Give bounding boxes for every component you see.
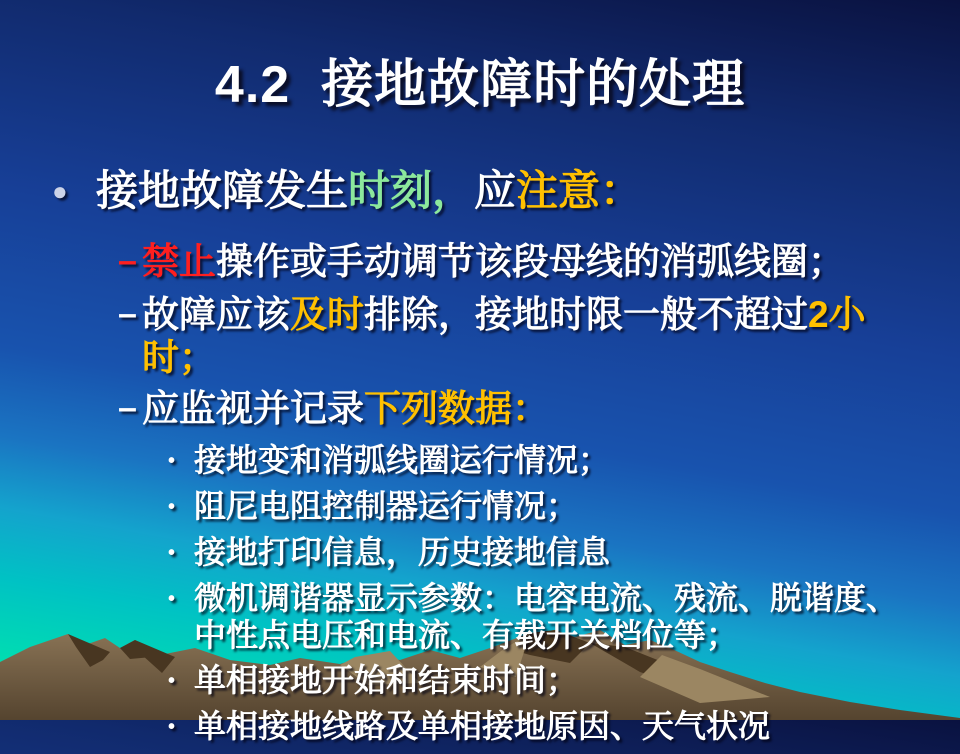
- bullet-item-level3: [168, 580, 924, 654]
- round-bullet-icon: ●: [52, 176, 68, 206]
- dot-bullet-icon: •: [168, 496, 176, 518]
- dot-bullet-icon: •: [168, 450, 176, 472]
- bullet-item-level3: [168, 534, 924, 572]
- bullet-item-level3: [168, 708, 924, 746]
- bullet-text: 阻尼电阻控制器运行情况；: [194, 488, 579, 524]
- dot-bullet-icon: •: [168, 716, 176, 738]
- bullet-text: 单相接地开始和结束时间；: [194, 662, 579, 698]
- bullet-text: 故障应该及时排除，接地时限一般不超过2小 时；: [142, 294, 866, 378]
- bullet-item-level3: [168, 662, 924, 700]
- bullet-text: 接地打印信息，历史接地信息: [194, 534, 611, 570]
- dot-bullet-icon: •: [168, 542, 176, 564]
- bullet-item-level2: [118, 293, 924, 379]
- bullet-item-level1: [48, 166, 924, 216]
- bullet-item-level3: [168, 442, 924, 480]
- bullet-text: 禁止操作或手动调节该段母线的消弧线圈；: [142, 241, 845, 282]
- bullet-item-level2: [118, 387, 924, 430]
- slide-body: [48, 166, 924, 754]
- bullet-text: 单相接地线路及单相接地原因、天气状况: [194, 708, 771, 744]
- dash-bullet-icon: –: [118, 389, 137, 427]
- bullet-text: 接地故障发生时刻，应注意：: [96, 167, 643, 214]
- bullet-text: 微机调谐器显示参数：电容电流、残流、脱谐度、 中性点电压和电流、有载开关档位等；: [194, 580, 899, 653]
- dash-bullet-icon: –: [118, 242, 137, 280]
- dash-bullet-icon: –: [118, 295, 137, 333]
- bullet-item-level2: [118, 240, 924, 283]
- bullet-item-level3: [168, 488, 924, 526]
- slide-title: 4.2 接地故障时的处理: [214, 56, 746, 114]
- dot-bullet-icon: •: [168, 670, 176, 692]
- bullet-text: 应监视并记录下列数据：: [142, 388, 549, 429]
- dot-bullet-icon: •: [168, 588, 176, 610]
- bullet-text: 接地变和消弧线圈运行情况；: [194, 442, 611, 478]
